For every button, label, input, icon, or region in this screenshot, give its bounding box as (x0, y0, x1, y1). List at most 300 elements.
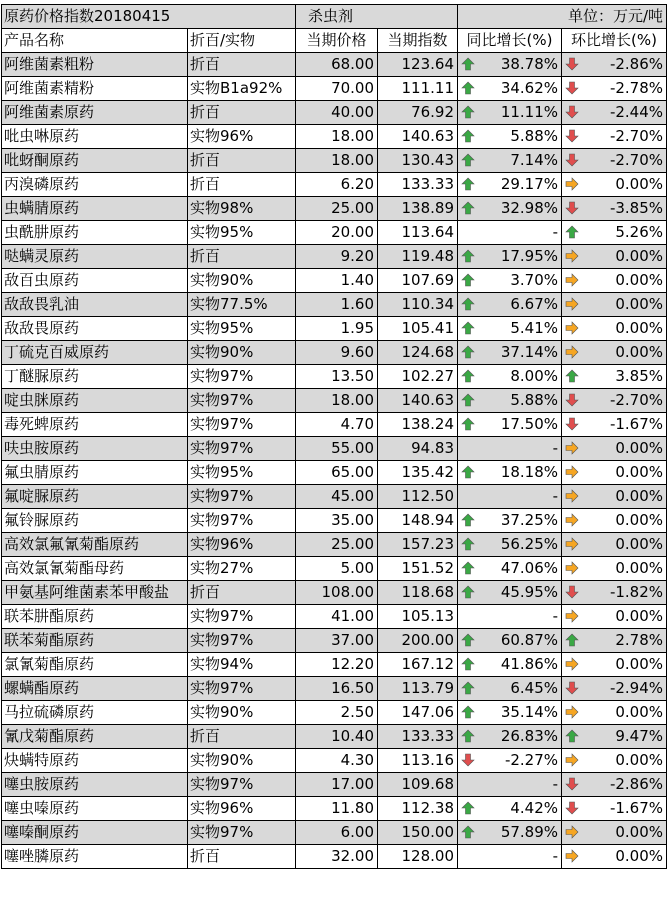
spec: 实物96% (188, 533, 296, 557)
red-down-arrow-icon (565, 777, 579, 791)
green-up-arrow-icon (565, 369, 579, 383)
index: 133.33 (378, 725, 458, 749)
index: 109.68 (378, 773, 458, 797)
index: 113.79 (378, 677, 458, 701)
green-up-arrow-icon (461, 657, 475, 671)
green-up-arrow-icon (461, 417, 475, 431)
orange-right-arrow-icon (565, 297, 579, 311)
spec: 折百 (188, 149, 296, 173)
table-row (2, 533, 667, 557)
green-up-arrow-icon (565, 225, 579, 239)
mom-value: -2.70% (609, 127, 664, 145)
mom-value: 0.00% (615, 535, 664, 553)
table-row (2, 197, 667, 221)
mom-cell (562, 725, 667, 749)
product-name: 啶虫脒原药 (2, 389, 188, 413)
mom-cell (562, 845, 667, 869)
orange-right-arrow-icon (565, 609, 579, 623)
green-up-arrow-icon (461, 681, 475, 695)
table-row (2, 173, 667, 197)
green-up-arrow-icon (565, 633, 579, 647)
table-row (2, 149, 667, 173)
mom-cell (562, 197, 667, 221)
yoy-value: 32.98% (500, 199, 559, 217)
mom-cell (562, 77, 667, 101)
price: 41.00 (296, 605, 378, 629)
table-row (2, 653, 667, 677)
mom-cell (562, 125, 667, 149)
yoy-value: 11.11% (500, 103, 559, 121)
green-up-arrow-icon (461, 561, 475, 575)
table-row (2, 293, 667, 317)
spec: 折百 (188, 53, 296, 77)
mom-value: 0.00% (615, 319, 664, 337)
mom-value: -2.94% (609, 679, 664, 697)
yoy-cell (458, 581, 562, 605)
yoy-cell (458, 437, 562, 461)
yoy-cell (458, 821, 562, 845)
table-row (2, 701, 667, 725)
mom-value: 0.00% (615, 703, 664, 721)
orange-right-arrow-icon (565, 441, 579, 455)
yoy-cell (458, 317, 562, 341)
yoy-cell (458, 341, 562, 365)
green-up-arrow-icon (461, 537, 475, 551)
spec: 折百 (188, 725, 296, 749)
yoy-value: 37.14% (500, 343, 559, 361)
mom-cell (562, 365, 667, 389)
product-name: 敌敌畏原药 (2, 317, 188, 341)
yoy-cell (458, 269, 562, 293)
green-up-arrow-icon (461, 393, 475, 407)
product-name: 虫酰肼原药 (2, 221, 188, 245)
yoy-cell (458, 485, 562, 509)
mom-cell (562, 461, 667, 485)
orange-right-arrow-icon (565, 561, 579, 575)
product-name: 阿维菌素原药 (2, 101, 188, 125)
yoy-value: - (552, 439, 559, 457)
orange-right-arrow-icon (565, 249, 579, 263)
mom-cell (562, 173, 667, 197)
table-row (2, 797, 667, 821)
green-up-arrow-icon (461, 273, 475, 287)
yoy-cell (458, 845, 562, 869)
mom-value: 0.00% (615, 559, 664, 577)
table-row (2, 461, 667, 485)
table-row (2, 509, 667, 533)
yoy-value: 35.14% (500, 703, 559, 721)
green-up-arrow-icon (461, 129, 475, 143)
yoy-cell (458, 77, 562, 101)
mom-value: 0.00% (615, 751, 664, 769)
spec: 实物96% (188, 797, 296, 821)
spec: 实物95% (188, 317, 296, 341)
orange-right-arrow-icon (565, 849, 579, 863)
mom-cell (562, 53, 667, 77)
yoy-cell (458, 653, 562, 677)
header-mom: 环比增长(%) (562, 29, 667, 53)
yoy-cell (458, 605, 562, 629)
product-name: 吡蚜酮原药 (2, 149, 188, 173)
red-down-arrow-icon (565, 417, 579, 431)
red-down-arrow-icon (565, 801, 579, 815)
spec: 实物77.5% (188, 293, 296, 317)
price: 35.00 (296, 509, 378, 533)
index: 119.48 (378, 245, 458, 269)
index: 113.16 (378, 749, 458, 773)
price: 17.00 (296, 773, 378, 797)
red-down-arrow-icon (565, 201, 579, 215)
mom-value: 0.00% (615, 343, 664, 361)
spec: 实物97% (188, 485, 296, 509)
table-row (2, 221, 667, 245)
price: 12.20 (296, 653, 378, 677)
table-row (2, 581, 667, 605)
product-name: 噻虫嗪原药 (2, 797, 188, 821)
yoy-cell (458, 53, 562, 77)
index: 105.41 (378, 317, 458, 341)
orange-right-arrow-icon (565, 321, 579, 335)
product-name: 螺螨酯原药 (2, 677, 188, 701)
red-down-arrow-icon (461, 753, 475, 767)
price-index-table (1, 4, 667, 869)
red-down-arrow-icon (565, 393, 579, 407)
product-name: 毒死蜱原药 (2, 413, 188, 437)
spec: 实物27% (188, 557, 296, 581)
index: 135.42 (378, 461, 458, 485)
product-name: 阿维菌素粗粉 (2, 53, 188, 77)
orange-right-arrow-icon (565, 537, 579, 551)
red-down-arrow-icon (565, 681, 579, 695)
mom-value: -3.85% (609, 199, 664, 217)
index: 107.69 (378, 269, 458, 293)
price: 16.50 (296, 677, 378, 701)
product-name: 丙溴磷原药 (2, 173, 188, 197)
yoy-cell (458, 749, 562, 773)
yoy-cell (458, 629, 562, 653)
product-name: 联苯肼酯原药 (2, 605, 188, 629)
spec: 实物90% (188, 749, 296, 773)
table-row (2, 725, 667, 749)
spec: 折百 (188, 101, 296, 125)
yoy-cell (458, 797, 562, 821)
price: 68.00 (296, 53, 378, 77)
mom-value: -2.70% (609, 151, 664, 169)
index: 133.33 (378, 173, 458, 197)
green-up-arrow-icon (461, 345, 475, 359)
yoy-value: 5.88% (510, 391, 559, 409)
table-row (2, 821, 667, 845)
spec: 实物97% (188, 605, 296, 629)
green-up-arrow-icon (461, 513, 475, 527)
yoy-value: 26.83% (500, 727, 559, 745)
index: 148.94 (378, 509, 458, 533)
price: 4.70 (296, 413, 378, 437)
price: 1.40 (296, 269, 378, 293)
product-name: 马拉硫磷原药 (2, 701, 188, 725)
price: 18.00 (296, 389, 378, 413)
yoy-cell (458, 557, 562, 581)
price: 18.00 (296, 149, 378, 173)
mom-cell (562, 557, 667, 581)
orange-right-arrow-icon (565, 345, 579, 359)
table-row (2, 341, 667, 365)
mom-value: 0.00% (615, 655, 664, 673)
yoy-cell (458, 677, 562, 701)
table-row (2, 365, 667, 389)
mom-cell (562, 149, 667, 173)
header-spec: 折百/实物 (188, 29, 296, 53)
yoy-cell (458, 413, 562, 437)
index: 151.52 (378, 557, 458, 581)
index: 138.89 (378, 197, 458, 221)
price: 55.00 (296, 437, 378, 461)
yoy-value: - (552, 775, 559, 793)
green-up-arrow-icon (461, 57, 475, 71)
product-name: 氟啶脲原药 (2, 485, 188, 509)
price: 18.00 (296, 125, 378, 149)
red-down-arrow-icon (565, 585, 579, 599)
mom-value: 0.00% (615, 271, 664, 289)
orange-right-arrow-icon (565, 753, 579, 767)
green-up-arrow-icon (461, 201, 475, 215)
header-row (2, 29, 667, 53)
spec: 实物94% (188, 653, 296, 677)
index: 140.63 (378, 125, 458, 149)
mom-value: 3.85% (615, 367, 664, 385)
index: 157.23 (378, 533, 458, 557)
table-row (2, 317, 667, 341)
price: 10.40 (296, 725, 378, 749)
yoy-value: 37.25% (500, 511, 559, 529)
yoy-value: 29.17% (500, 175, 559, 193)
yoy-cell (458, 701, 562, 725)
yoy-cell (458, 509, 562, 533)
price: 65.00 (296, 461, 378, 485)
table-row (2, 749, 667, 773)
spec: 实物90% (188, 269, 296, 293)
mom-value: 0.00% (615, 511, 664, 529)
spec: 实物97% (188, 437, 296, 461)
index: 102.27 (378, 365, 458, 389)
price: 40.00 (296, 101, 378, 125)
orange-right-arrow-icon (565, 705, 579, 719)
green-up-arrow-icon (461, 321, 475, 335)
product-name: 丁硫克百威原药 (2, 341, 188, 365)
product-name: 高效氯氟氰菊酯原药 (2, 533, 188, 557)
yoy-value: - (552, 847, 559, 865)
green-up-arrow-icon (461, 177, 475, 191)
price: 9.60 (296, 341, 378, 365)
product-name: 联苯菊酯原药 (2, 629, 188, 653)
index: 123.64 (378, 53, 458, 77)
yoy-cell (458, 365, 562, 389)
yoy-value: 41.86% (500, 655, 559, 673)
title-cell (2, 5, 354, 29)
product-name: 敌敌畏乳油 (2, 293, 188, 317)
yoy-value: 8.00% (510, 367, 559, 385)
orange-right-arrow-icon (565, 273, 579, 287)
mom-value: 0.00% (615, 823, 664, 841)
mom-cell (562, 101, 667, 125)
report-title: 原药价格指数20180415 (4, 7, 171, 25)
table-row (2, 845, 667, 869)
index: 167.12 (378, 653, 458, 677)
yoy-value: 6.67% (510, 295, 559, 313)
price: 108.00 (296, 581, 378, 605)
yoy-cell (458, 389, 562, 413)
index: 94.83 (378, 437, 458, 461)
price: 2.50 (296, 701, 378, 725)
table-row (2, 245, 667, 269)
product-name: 丁醚脲原药 (2, 365, 188, 389)
price: 5.00 (296, 557, 378, 581)
price: 4.30 (296, 749, 378, 773)
table-row (2, 389, 667, 413)
mom-value: -1.67% (609, 799, 664, 817)
index: 124.68 (378, 341, 458, 365)
green-up-arrow-icon (461, 369, 475, 383)
mom-value: -2.86% (609, 55, 664, 73)
yoy-value: 5.41% (510, 319, 559, 337)
mom-cell (562, 245, 667, 269)
yoy-value: 5.88% (510, 127, 559, 145)
mom-cell (562, 629, 667, 653)
mom-value: 0.00% (615, 463, 664, 481)
yoy-value: 57.89% (500, 823, 559, 841)
mom-cell (562, 581, 667, 605)
yoy-cell (458, 293, 562, 317)
spec: 实物97% (188, 629, 296, 653)
product-name: 噻唑膦原药 (2, 845, 188, 869)
index: 118.68 (378, 581, 458, 605)
header-yoy: 同比增长(%) (458, 29, 562, 53)
green-up-arrow-icon (461, 729, 475, 743)
green-up-arrow-icon (461, 249, 475, 263)
green-up-arrow-icon (461, 633, 475, 647)
index: 113.64 (378, 221, 458, 245)
yoy-value: - (552, 223, 559, 241)
product-name: 氯氰菊酯原药 (2, 653, 188, 677)
mom-cell (562, 317, 667, 341)
spec: 实物98% (188, 197, 296, 221)
mom-value: 0.00% (615, 607, 664, 625)
spec: 实物97% (188, 821, 296, 845)
yoy-value: 45.95% (500, 583, 559, 601)
mom-value: -2.86% (609, 775, 664, 793)
green-up-arrow-icon (565, 729, 579, 743)
yoy-cell (458, 773, 562, 797)
spec: 实物97% (188, 389, 296, 413)
mom-cell (562, 749, 667, 773)
index: 76.92 (378, 101, 458, 125)
product-name: 吡虫啉原药 (2, 125, 188, 149)
mom-cell (562, 269, 667, 293)
header-price: 当期价格 (296, 29, 378, 53)
mom-cell (562, 293, 667, 317)
price: 11.80 (296, 797, 378, 821)
mom-value: 0.00% (615, 847, 664, 865)
product-name: 敌百虫原药 (2, 269, 188, 293)
table-row (2, 677, 667, 701)
green-up-arrow-icon (461, 297, 475, 311)
red-down-arrow-icon (565, 81, 579, 95)
yoy-value: 17.95% (500, 247, 559, 265)
table-row (2, 557, 667, 581)
title-row (2, 5, 667, 29)
yoy-value: 3.70% (510, 271, 559, 289)
mom-value: 9.47% (615, 727, 664, 745)
mom-value: -2.44% (609, 103, 664, 121)
orange-right-arrow-icon (565, 465, 579, 479)
mom-value: -2.78% (609, 79, 664, 97)
spec: 实物96% (188, 125, 296, 149)
price: 45.00 (296, 485, 378, 509)
yoy-value: -2.27% (504, 751, 559, 769)
mom-cell (562, 413, 667, 437)
yoy-cell (458, 197, 562, 221)
yoy-value: - (552, 607, 559, 625)
green-up-arrow-icon (461, 705, 475, 719)
table-row (2, 77, 667, 101)
price: 32.00 (296, 845, 378, 869)
yoy-value: 34.62% (500, 79, 559, 97)
spec: 折百 (188, 245, 296, 269)
yoy-value: 47.06% (500, 559, 559, 577)
orange-right-arrow-icon (565, 657, 579, 671)
spec: 实物97% (188, 773, 296, 797)
mom-value: -2.70% (609, 391, 664, 409)
green-up-arrow-icon (461, 801, 475, 815)
price: 1.60 (296, 293, 378, 317)
table-row (2, 53, 667, 77)
product-name: 虫螨腈原药 (2, 197, 188, 221)
yoy-value: 6.45% (510, 679, 559, 697)
mom-value: 2.78% (615, 631, 664, 649)
mom-cell (562, 701, 667, 725)
yoy-value: 60.87% (500, 631, 559, 649)
red-down-arrow-icon (565, 105, 579, 119)
mom-cell (562, 221, 667, 245)
red-down-arrow-icon (565, 153, 579, 167)
table-row (2, 485, 667, 509)
mom-value: 0.00% (615, 487, 664, 505)
orange-right-arrow-icon (565, 489, 579, 503)
mom-cell (562, 653, 667, 677)
index: 112.50 (378, 485, 458, 509)
header-product-name: 产品名称 (2, 29, 188, 53)
index: 140.63 (378, 389, 458, 413)
unit-label: 单位：万元/吨 (458, 5, 667, 29)
price: 25.00 (296, 197, 378, 221)
price: 70.00 (296, 77, 378, 101)
orange-right-arrow-icon (565, 825, 579, 839)
spec: 折百 (188, 845, 296, 869)
spec: 实物95% (188, 461, 296, 485)
price: 6.20 (296, 173, 378, 197)
index: 130.43 (378, 149, 458, 173)
mom-value: 0.00% (615, 295, 664, 313)
spec: 实物90% (188, 701, 296, 725)
spec: 实物B1a92% (188, 77, 296, 101)
mom-cell (562, 341, 667, 365)
table-row (2, 629, 667, 653)
green-up-arrow-icon (461, 153, 475, 167)
yoy-cell (458, 173, 562, 197)
product-name: 氰戊菊酯原药 (2, 725, 188, 749)
yoy-value: 18.18% (500, 463, 559, 481)
yoy-cell (458, 245, 562, 269)
